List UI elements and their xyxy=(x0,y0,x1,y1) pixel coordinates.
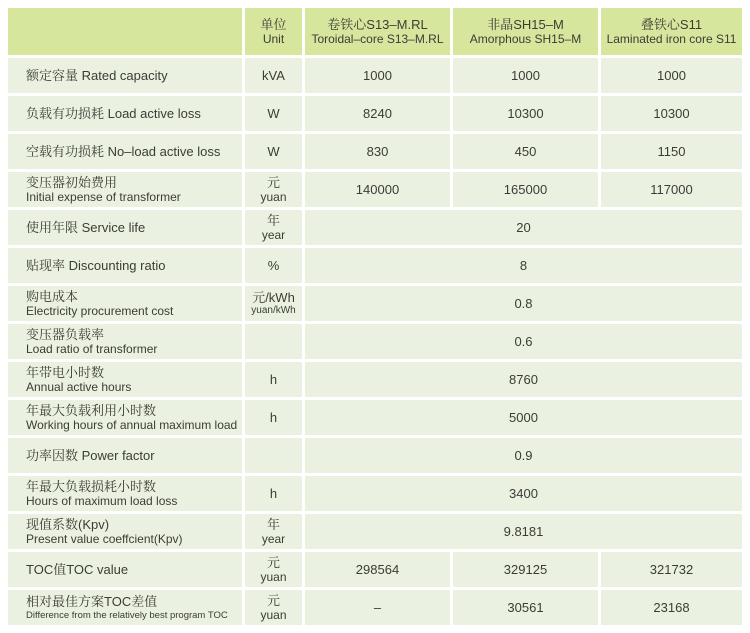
row-label-cell xyxy=(8,590,242,625)
unit-line2: yuan xyxy=(260,608,287,623)
table-row xyxy=(8,248,742,283)
value-cell-span: 8 xyxy=(305,248,742,283)
row-label-cell xyxy=(8,324,242,359)
column-header-laminated-core-zh: 叠铁心S11 xyxy=(640,16,703,32)
value-cell: 23168 xyxy=(601,590,742,625)
column-header-unit xyxy=(245,8,302,55)
column-header-unit-en: Unit xyxy=(262,32,285,47)
unit-line2: yuan xyxy=(260,190,287,205)
row-label-line1: 空载有功损耗 No–load active loss xyxy=(26,143,221,159)
unit-cell xyxy=(245,210,302,245)
row-label-cell xyxy=(8,476,242,511)
value-cell-span: 8760 xyxy=(305,362,742,397)
row-label-line1: 年最大负载损耗小时数 xyxy=(26,478,157,494)
unit-line1: 元 xyxy=(266,592,280,608)
unit-cell xyxy=(245,248,302,283)
row-label-cell xyxy=(8,400,242,435)
row-label-line1: 相对最佳方案TOC差值 xyxy=(26,594,158,609)
unit-cell xyxy=(245,286,302,321)
table-row xyxy=(8,590,742,625)
column-header-laminated-core xyxy=(601,8,742,55)
unit-cell xyxy=(245,172,302,207)
table-row xyxy=(8,172,742,207)
value-cell: 140000 xyxy=(305,172,450,207)
row-label-line1: 年带电小时数 xyxy=(26,364,105,380)
row-label-cell xyxy=(8,172,242,207)
unit-line1: 元/kWh xyxy=(252,289,295,305)
unit-cell xyxy=(245,514,302,549)
column-header-toroidal-core-en: Toroidal–core S13–M.RL xyxy=(311,32,444,47)
row-label-line2: Load ratio of transformer xyxy=(26,342,158,357)
value-cell-span: 9.8181 xyxy=(305,514,742,549)
table-row xyxy=(8,134,742,169)
unit-cell xyxy=(245,438,302,473)
row-label-line2: Difference from the relatively best program TOC xyxy=(26,609,228,621)
table-row xyxy=(8,476,742,511)
value-cell: 1000 xyxy=(305,58,450,93)
table-row xyxy=(8,324,742,359)
unit-line1: W xyxy=(267,143,280,159)
table-row xyxy=(8,210,742,245)
row-label-cell xyxy=(8,210,242,245)
unit-line2: year xyxy=(261,228,286,243)
unit-line1: 年 xyxy=(266,516,280,532)
column-header-amorphous xyxy=(453,8,598,55)
transformer-comparison-table xyxy=(5,5,745,628)
unit-cell xyxy=(245,134,302,169)
unit-line1: h xyxy=(269,409,278,425)
unit-line1: % xyxy=(267,257,280,273)
row-label-line1: 功率因数 Power factor xyxy=(26,447,155,463)
row-label-line1: 变压器负载率 xyxy=(26,326,105,342)
unit-line1: 年 xyxy=(266,212,280,228)
row-label-cell xyxy=(8,286,242,321)
row-label-line1: 现值系数(Kpv) xyxy=(26,516,110,532)
value-cell: 165000 xyxy=(453,172,598,207)
table-body xyxy=(8,58,742,625)
value-cell: 450 xyxy=(453,134,598,169)
value-cell: 117000 xyxy=(601,172,742,207)
row-label-cell xyxy=(8,552,242,587)
unit-cell xyxy=(245,400,302,435)
row-label-cell xyxy=(8,134,242,169)
unit-cell xyxy=(245,476,302,511)
row-label-cell xyxy=(8,96,242,131)
row-label-cell xyxy=(8,438,242,473)
value-cell-span: 0.9 xyxy=(305,438,742,473)
value-cell-span: 3400 xyxy=(305,476,742,511)
unit-cell xyxy=(245,58,302,93)
value-cell: 1000 xyxy=(453,58,598,93)
value-cell: 830 xyxy=(305,134,450,169)
unit-line1: kVA xyxy=(262,67,285,83)
table-row xyxy=(8,552,742,587)
row-label-line1: 负载有功损耗 Load active loss xyxy=(26,105,201,121)
value-cell: 10300 xyxy=(453,96,598,131)
table-row xyxy=(8,400,742,435)
value-cell: – xyxy=(305,590,450,625)
unit-line1: 元 xyxy=(266,554,280,570)
table-row xyxy=(8,286,742,321)
row-label-cell xyxy=(8,248,242,283)
column-header-amorphous-en: Amorphous SH15–M xyxy=(469,32,582,47)
column-header-toroidal-core-zh: 卷铁心S13–M.RL xyxy=(327,16,428,32)
unit-line2: yuan xyxy=(260,570,287,585)
header-row xyxy=(8,8,742,55)
table-row xyxy=(8,514,742,549)
value-cell: 298564 xyxy=(305,552,450,587)
table-row xyxy=(8,58,742,93)
row-label-cell xyxy=(8,362,242,397)
value-cell: 329125 xyxy=(453,552,598,587)
row-label-line1: 购电成本 xyxy=(26,288,79,304)
row-label-line2: Annual active hours xyxy=(26,380,132,395)
row-label-line1: 使用年限 Service life xyxy=(26,219,146,235)
row-label-line2: Electricity procurement cost xyxy=(26,304,174,319)
unit-line2: year xyxy=(261,532,286,547)
value-cell-span: 0.8 xyxy=(305,286,742,321)
unit-line2: yuan/kWh xyxy=(251,305,296,317)
row-label-cell xyxy=(8,58,242,93)
table-row xyxy=(8,362,742,397)
column-header-amorphous-zh: 非晶SH15–M xyxy=(487,16,564,32)
table-header xyxy=(8,8,742,55)
row-label-cell xyxy=(8,514,242,549)
value-cell: 10300 xyxy=(601,96,742,131)
unit-line1: W xyxy=(267,105,280,121)
row-label-line2: Working hours of annual maximum load xyxy=(26,418,238,433)
row-label-line1: 贴现率 Discounting ratio xyxy=(26,257,166,273)
unit-cell xyxy=(245,362,302,397)
corner-cell xyxy=(8,8,242,55)
value-cell: 1150 xyxy=(601,134,742,169)
table-row xyxy=(8,438,742,473)
column-header-toroidal-core xyxy=(305,8,450,55)
row-label-line2: Hours of maximum load loss xyxy=(26,494,178,509)
unit-cell xyxy=(245,590,302,625)
unit-line1: h xyxy=(269,371,278,387)
unit-line1: h xyxy=(269,485,278,501)
table-row xyxy=(8,96,742,131)
value-cell: 321732 xyxy=(601,552,742,587)
column-header-unit-zh: 单位 xyxy=(260,16,287,32)
column-header-laminated-core-en: Laminated iron core S11 xyxy=(606,32,737,47)
value-cell: 30561 xyxy=(453,590,598,625)
unit-cell xyxy=(245,96,302,131)
row-label-line2: Initial expense of transformer xyxy=(26,190,181,205)
row-label-line1: 额定容量 Rated capacity xyxy=(26,67,168,83)
row-label-line1: TOC值TOC value xyxy=(26,561,129,577)
value-cell-span: 5000 xyxy=(305,400,742,435)
value-cell-span: 0.6 xyxy=(305,324,742,359)
unit-line1: 元 xyxy=(266,174,280,190)
unit-cell xyxy=(245,552,302,587)
row-label-line1: 变压器初始费用 xyxy=(26,174,118,190)
value-cell-span: 20 xyxy=(305,210,742,245)
unit-cell xyxy=(245,324,302,359)
row-label-line1: 年最大负载利用小时数 xyxy=(26,402,157,418)
value-cell: 1000 xyxy=(601,58,742,93)
row-label-line2: Present value coeffcient(Kpv) xyxy=(26,532,183,547)
value-cell: 8240 xyxy=(305,96,450,131)
